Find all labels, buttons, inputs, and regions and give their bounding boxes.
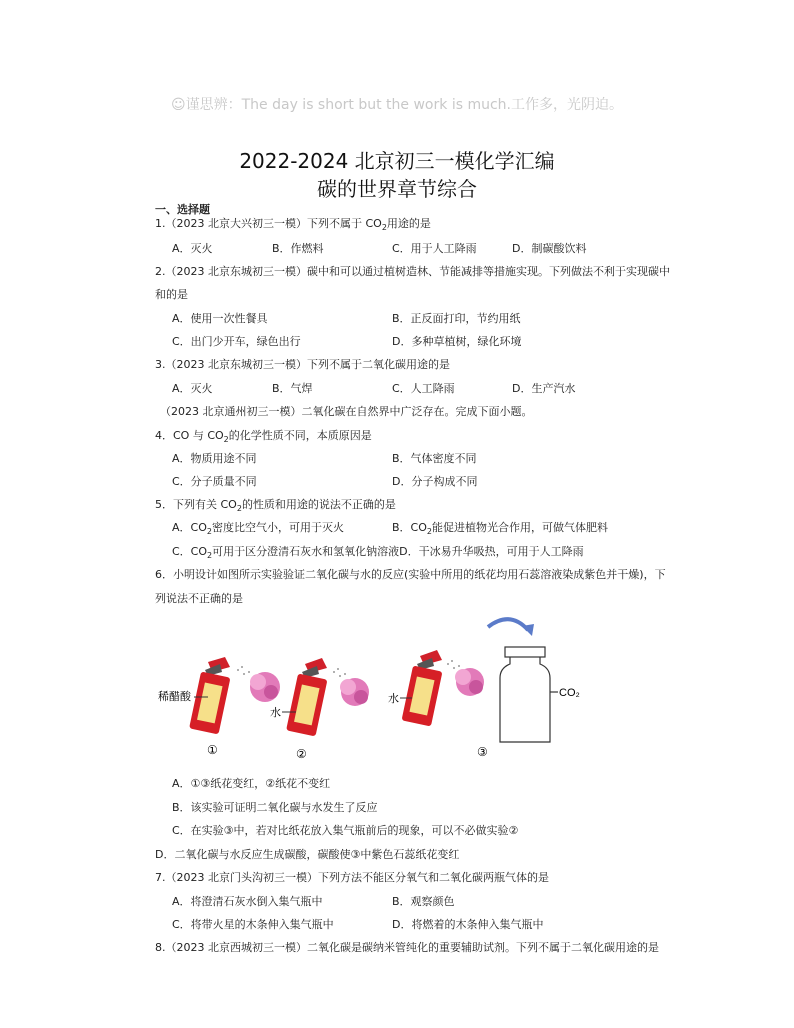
q6-stem-line2: 列说法不正确的是 (155, 592, 243, 605)
q6-option-d: D．二氧化碳与水反应生成碳酸，碳酸使③中紫色石蕊纸花变红 (155, 848, 460, 861)
q3-stem: 3.（2023 北京东城初三一模）下列不属于二氧化碳用途的是 (155, 358, 450, 371)
q2-option-b: B．正反面打印，节约用纸 (392, 312, 521, 325)
q4-stem: 4．CO 与 $CO_2$的化学性质不同，本质原因是 (155, 429, 372, 445)
q2-stem-line2: 和的是 (155, 288, 188, 301)
q3-option-d: D．生产汽水 (512, 382, 576, 395)
label-acid: 稀醋酸 (158, 691, 191, 703)
q5-stem: 5．下列有关 $CO_2$的性质和用途的说法不正确的是 (155, 498, 396, 514)
gas-jar (500, 647, 558, 742)
q1-option-a: A．灭火 (172, 242, 213, 255)
q1-option-c: C．用于人工降雨 (392, 242, 477, 255)
q2-option-c: C．出门少开车，绿色出行 (172, 335, 301, 348)
q7-option-b: B．观察颜色 (392, 895, 455, 908)
paper-flower-1 (250, 672, 280, 702)
q4-option-a: A．物质用途不同 (172, 452, 257, 465)
watermark-header: ☺谨思辨：The day is short but the work is much.工作多，光阴迫。 (171, 97, 623, 113)
q6-stem-line1: 6．小明设计如图所示实验验证二氧化碳与水的反应(实验中所用的纸花均用石蕊溶液染成紫色并干燥)，下 (155, 568, 666, 581)
q5-option-b: B．$CO_2$能促进植物光合作用，可做气体肥料 (392, 521, 608, 537)
paper-flower-2 (340, 678, 369, 706)
q7-option-a: A．将澄清石灰水倒入集气瓶中 (172, 895, 323, 908)
label-water-2: 水 (388, 693, 399, 705)
label-1: ① (207, 743, 218, 757)
q5-option-c: C．$CO_2$可用于区分澄清石灰水和氢氧化钠溶液D．干冰易升华吸热，可用于人工降雨 (172, 545, 584, 561)
q3-option-c: C．人工降雨 (392, 382, 455, 395)
q4-option-d: D．分子构成不同 (392, 475, 478, 488)
q7-option-d: D．将燃着的木条伸入集气瓶中 (392, 918, 544, 931)
q2-option-d: D．多种草植树，绿化环境 (392, 335, 522, 348)
q5-option-a: A．$CO_2$密度比空气小，可用于灭火 (172, 521, 344, 537)
q3-option-b: B．气焊 (272, 382, 313, 395)
spray-bottle-2 (286, 658, 327, 736)
q4-option-b: B．气体密度不同 (392, 452, 477, 465)
label-3: ③ (477, 745, 488, 759)
spray-bottle-3 (402, 650, 443, 727)
q7-option-c: C．将带火星的木条伸入集气瓶中 (172, 918, 334, 931)
q1-option-d: D．制碳酸饮料 (512, 242, 587, 255)
q2-option-a: A．使用一次性餐具 (172, 312, 268, 325)
q6-option-a: A．①③纸花变红，②纸花不变红 (172, 777, 331, 790)
label-co2: CO₂ (559, 687, 580, 699)
q1-stem: 1.（2023 北京大兴初三一模）下列不属于 $CO_2$用途的是 (155, 217, 431, 233)
q2-stem-line1: 2.（2023 北京东城初三一模）碳中和可以通过植树造林、节能减排等措施实现。下列做法不利于实现碳中 (155, 265, 670, 278)
q4-option-c: C．分子质量不同 (172, 475, 257, 488)
label-2: ② (296, 747, 307, 761)
spray-bottle-1 (189, 657, 230, 734)
q3-option-a: A．灭火 (172, 382, 213, 395)
experiment-figure (150, 612, 610, 762)
q1-option-b: B．作燃料 (272, 242, 324, 255)
q7-stem: 7.（2023 北京门头沟初三一模）下列方法不能区分氧气和二氧化碳两瓶气体的是 (155, 871, 549, 884)
q6-option-c: C．在实验③中，若对比纸花放入集气瓶前后的现象，可以不必做实验② (172, 824, 519, 837)
document-title: 2022-2024 北京初三一模化学汇编 (239, 149, 555, 173)
q6-option-b: B．该实验可证明二氧化碳与水发生了反应 (172, 801, 378, 814)
q8-stem: 8.（2023 北京西城初三一模）二氧化碳是碳纳米管纯化的重要辅助试剂。下列不属于二氧化碳用途的是 (155, 941, 659, 954)
paper-flower-3 (455, 668, 484, 696)
curved-arrow-icon (488, 619, 528, 630)
document-subtitle: 碳的世界章节综合 (317, 177, 477, 201)
section-heading: 一、选择题 (155, 203, 210, 216)
group-intro: （2023 北京通州初三一模）二氧化碳在自然界中广泛存在。完成下面小题。 (160, 405, 533, 418)
label-water-1: 水 (270, 707, 281, 719)
